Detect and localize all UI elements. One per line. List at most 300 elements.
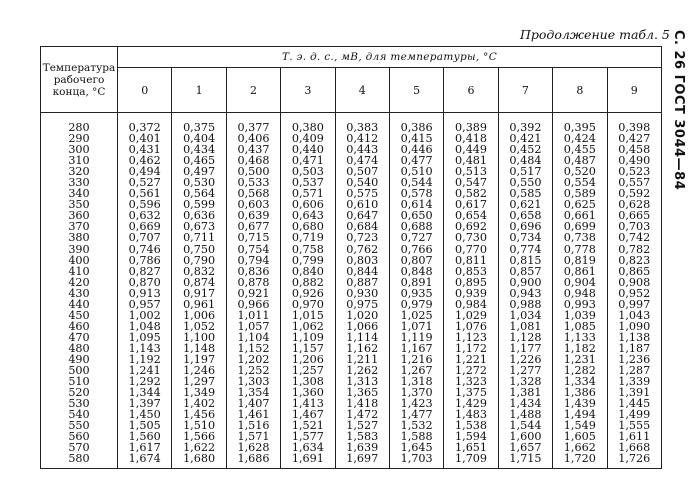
temperature-cell: 580 [41,453,118,469]
emf-value-cell: 0,389 [444,113,498,134]
emf-value-cell: 1,583 [335,431,389,442]
emf-value-cell: 0,507 [335,166,389,177]
emf-value-cell: 0,799 [281,255,335,266]
emf-value-cell: 1,071 [389,321,443,332]
emf-value-cell: 0,887 [335,277,389,288]
column-header-8: 8 [553,68,607,113]
emf-value-cell: 0,610 [335,199,389,210]
temperature-cell: 330 [41,177,118,188]
emf-value-cell: 0,471 [281,155,335,166]
emf-value-cell: 1,231 [553,354,607,365]
emf-value-cell: 1,095 [118,332,172,343]
emf-value-cell: 1,002 [118,310,172,321]
emf-value-cell: 0,715 [226,232,280,243]
emf-value-cell: 1,216 [389,354,443,365]
emf-value-cell: 0,443 [335,144,389,155]
emf-value-cell: 1,313 [335,376,389,387]
emf-value-cell: 1,197 [172,354,226,365]
emf-value-cell: 0,458 [607,144,661,155]
emf-value-cell: 0,661 [553,210,607,221]
emf-value-cell: 0,878 [226,277,280,288]
temperature-cell: 340 [41,188,118,199]
emf-value-cell: 1,605 [553,431,607,442]
emf-value-cell: 0,527 [118,177,172,188]
emf-value-cell: 0,730 [444,232,498,243]
emf-value-cell: 0,383 [335,113,389,134]
emf-value-cell: 1,622 [172,442,226,453]
emf-value-cell: 0,762 [335,244,389,255]
emf-value-cell: 0,952 [607,288,661,299]
emf-value-cell: 0,900 [498,277,552,288]
emf-value-cell: 1,192 [118,354,172,365]
emf-value-cell: 0,632 [118,210,172,221]
emf-value-cell: 0,790 [172,255,226,266]
temperature-cell: 320 [41,166,118,177]
emf-value-cell: 1,588 [389,431,443,442]
emf-value-cell: 1,544 [498,420,552,431]
emf-value-cell: 1,510 [172,420,226,431]
emf-value-cell: 0,738 [553,232,607,243]
column-header-7: 7 [498,68,552,113]
emf-value-cell: 0,811 [444,255,498,266]
emf-value-cell: 0,848 [389,266,443,277]
emf-value-cell: 1,418 [335,398,389,409]
emf-value-cell: 0,431 [118,144,172,155]
emf-value-cell: 0,564 [172,188,226,199]
emf-value-cell: 1,391 [607,387,661,398]
emf-value-cell: 1,119 [389,332,443,343]
emf-value-cell: 0,926 [281,288,335,299]
emf-value-cell: 0,415 [389,133,443,144]
emf-value-cell: 0,599 [172,199,226,210]
emf-value-cell: 0,827 [118,266,172,277]
emf-value-cell: 0,643 [281,210,335,221]
emf-value-cell: 0,490 [607,155,661,166]
emf-value-cell: 0,484 [498,155,552,166]
emf-value-cell: 1,148 [172,343,226,354]
emf-value-cell: 0,530 [172,177,226,188]
temperature-cell: 510 [41,376,118,387]
emf-value-cell: 1,429 [444,398,498,409]
emf-value-cell: 0,487 [553,155,607,166]
emf-value-cell: 0,782 [607,244,661,255]
emf-value-cell: 0,446 [389,144,443,155]
emf-value-cell: 1,066 [335,321,389,332]
emf-value-cell: 1,167 [389,343,443,354]
emf-value-cell: 1,128 [498,332,552,343]
emf-value-cell: 1,397 [118,398,172,409]
emf-value-cell: 1,549 [553,420,607,431]
emf-value-cell: 1,262 [335,365,389,376]
emf-value-cell: 1,634 [281,442,335,453]
emf-value-cell: 0,520 [553,166,607,177]
emf-value-cell: 1,323 [444,376,498,387]
emf-value-cell: 1,052 [172,321,226,332]
table-row [41,244,662,255]
emf-value-cell: 0,392 [498,113,552,134]
emf-value-cell: 0,870 [118,277,172,288]
temperature-cell: 310 [41,155,118,166]
emf-value-cell: 0,734 [498,232,552,243]
emf-value-cell: 0,908 [607,277,661,288]
emf-value-cell: 1,532 [389,420,443,431]
emf-value-cell: 0,819 [553,255,607,266]
emf-value-cell: 1,494 [553,409,607,420]
emf-value-cell: 0,699 [553,221,607,232]
emf-value-cell: 0,474 [335,155,389,166]
emf-value-cell: 1,600 [498,431,552,442]
column-header-6: 6 [444,68,498,113]
emf-value-cell: 0,957 [118,299,172,310]
emf-value-cell: 1,133 [553,332,607,343]
emf-value-cell: 1,720 [553,453,607,469]
emf-value-cell: 1,241 [118,365,172,376]
emf-value-cell: 1,303 [226,376,280,387]
temperature-cell: 540 [41,409,118,420]
column-header-2: 2 [226,68,280,113]
temperature-cell: 490 [41,354,118,365]
emf-value-cell: 1,177 [498,343,552,354]
emf-value-cell: 1,339 [607,376,661,387]
emf-value-cell: 0,988 [498,299,552,310]
emf-value-cell: 0,984 [444,299,498,310]
emf-value-cell: 0,617 [444,199,498,210]
emf-value-cell: 0,857 [498,266,552,277]
emf-value-cell: 0,639 [226,210,280,221]
emf-value-cell: 0,836 [226,266,280,277]
emf-value-cell: 0,412 [335,133,389,144]
temperature-header: Температура рабочего конца, °С [41,47,118,113]
emf-value-cell: 0,680 [281,221,335,232]
emf-value-cell: 1,483 [444,409,498,420]
emf-value-cell: 1,726 [607,453,661,469]
emf-value-cell: 0,398 [607,113,661,134]
emf-value-cell: 1,349 [172,387,226,398]
emf-value-cell: 1,703 [389,453,443,469]
emf-value-cell: 1,662 [553,442,607,453]
column-header-9: 9 [607,68,661,113]
emf-value-cell: 1,571 [226,431,280,442]
emf-value-cell: 0,921 [226,288,280,299]
emf-value-cell: 1,555 [607,420,661,431]
emf-value-cell: 0,874 [172,277,226,288]
emf-value-cell: 0,628 [607,199,661,210]
emf-value-cell: 0,975 [335,299,389,310]
emf-value-cell: 1,015 [281,310,335,321]
emf-value-cell: 0,742 [607,232,661,243]
emf-value-cell: 1,566 [172,431,226,442]
emf-value-cell: 1,246 [172,365,226,376]
emf-value-cell: 0,533 [226,177,280,188]
column-header-0: 0 [118,68,172,113]
emf-value-cell: 1,445 [607,398,661,409]
emf-value-cell: 0,437 [226,144,280,155]
emf-value-cell: 0,636 [172,210,226,221]
emf-value-cell: 0,766 [389,244,443,255]
emf-value-cell: 0,647 [335,210,389,221]
emf-value-cell: 0,503 [281,166,335,177]
emf-value-cell: 1,043 [607,310,661,321]
emf-value-cell: 0,961 [172,299,226,310]
temperature-cell: 360 [41,210,118,221]
table-row [41,113,662,134]
emf-value-cell: 0,673 [172,221,226,232]
emf-value-cell: 1,114 [335,332,389,343]
emf-value-cell: 0,807 [389,255,443,266]
emf-value-cell: 0,497 [172,166,226,177]
emf-value-cell: 1,505 [118,420,172,431]
emf-value-cell: 1,527 [335,420,389,431]
emf-header: Т. э. д. с., мВ, для температуры, °С [118,47,662,68]
emf-value-cell: 0,935 [389,288,443,299]
emf-value-cell: 0,440 [281,144,335,155]
gost-label: С. 26 ГОСТ 3044—84 [671,30,686,191]
emf-value-cell: 0,481 [444,155,498,166]
emf-value-cell: 1,211 [335,354,389,365]
temperature-cell: 430 [41,288,118,299]
emf-value-cell: 0,993 [553,299,607,310]
emf-value-cell: 1,034 [498,310,552,321]
emf-value-cell: 0,794 [226,255,280,266]
emf-value-cell: 0,665 [607,210,661,221]
temperature-cell: 440 [41,299,118,310]
temperature-cell: 370 [41,221,118,232]
emf-value-cell: 0,803 [335,255,389,266]
table-row [41,266,662,277]
emf-value-cell: 0,434 [172,144,226,155]
emf-value-cell: 1,344 [118,387,172,398]
continuation-label: Продолжение табл. 5 [520,27,670,42]
emf-value-cell: 1,182 [553,343,607,354]
emf-value-cell: 1,386 [553,387,607,398]
emf-value-cell: 0,603 [226,199,280,210]
emf-value-cell: 0,913 [118,288,172,299]
emf-value-cell: 1,297 [172,376,226,387]
emf-value-cell: 1,006 [172,310,226,321]
temperature-cell: 480 [41,343,118,354]
temperature-cell: 460 [41,321,118,332]
temperature-cell: 350 [41,199,118,210]
emf-value-cell: 0,582 [444,188,498,199]
emf-value-cell: 1,334 [553,376,607,387]
emf-value-cell: 1,680 [172,453,226,469]
emf-value-cell: 1,360 [281,387,335,398]
emf-value-cell: 0,375 [172,113,226,134]
emf-value-cell: 0,754 [226,244,280,255]
emf-value-cell: 0,578 [389,188,443,199]
temperature-cell: 570 [41,442,118,453]
emf-value-cell: 1,039 [553,310,607,321]
emf-value-cell: 0,406 [226,133,280,144]
column-header-1: 1 [172,68,226,113]
emf-value-cell: 0,500 [226,166,280,177]
emf-value-cell: 0,658 [498,210,552,221]
temperature-cell: 300 [41,144,118,155]
emf-value-cell: 0,554 [553,177,607,188]
emf-value-cell: 1,100 [172,332,226,343]
emf-value-cell: 0,832 [172,266,226,277]
emf-value-cell: 0,517 [498,166,552,177]
emf-value-cell: 0,537 [281,177,335,188]
emf-value-cell: 0,377 [226,113,280,134]
temperature-cell: 290 [41,133,118,144]
emf-value-cell: 0,650 [389,210,443,221]
emf-value-cell: 0,523 [607,166,661,177]
column-header-4: 4 [335,68,389,113]
emf-value-cell: 0,727 [389,232,443,243]
emf-value-cell: 1,516 [226,420,280,431]
emf-value-cell: 1,434 [498,398,552,409]
emf-value-cell: 1,187 [607,343,661,354]
emf-value-cell: 0,568 [226,188,280,199]
emf-value-cell: 1,521 [281,420,335,431]
emf-value-cell: 0,465 [172,155,226,166]
emf-value-cell: 0,840 [281,266,335,277]
emf-value-cell: 0,404 [172,133,226,144]
emf-value-cell: 0,939 [444,288,498,299]
emf-value-cell: 1,292 [118,376,172,387]
emf-value-cell: 0,778 [553,244,607,255]
emf-value-cell: 1,538 [444,420,498,431]
temperature-cell: 470 [41,332,118,343]
emf-value-cell: 0,696 [498,221,552,232]
emf-value-cell: 1,090 [607,321,661,332]
emf-value-cell: 1,287 [607,365,661,376]
emf-value-cell: 1,085 [553,321,607,332]
emf-value-cell: 0,386 [389,113,443,134]
emf-value-cell: 1,668 [607,442,661,453]
emf-value-cell: 0,654 [444,210,498,221]
emf-value-cell: 0,895 [444,277,498,288]
temperature-cell: 520 [41,387,118,398]
emf-value-cell: 1,328 [498,376,552,387]
table-row [41,232,662,243]
emf-value-cell: 1,048 [118,321,172,332]
emf-value-cell: 0,372 [118,113,172,134]
temperature-cell: 420 [41,277,118,288]
emf-value-cell: 0,688 [389,221,443,232]
emf-value-cell: 0,997 [607,299,661,310]
temperature-cell: 410 [41,266,118,277]
emf-value-cell: 0,970 [281,299,335,310]
emf-value-cell: 0,943 [498,288,552,299]
emf-value-cell: 1,450 [118,409,172,420]
emf-value-cell: 1,560 [118,431,172,442]
emf-value-cell: 1,651 [444,442,498,453]
temperature-cell: 380 [41,232,118,243]
emf-value-cell: 1,686 [226,453,280,469]
emf-value-cell: 0,557 [607,177,661,188]
emf-value-cell: 0,979 [389,299,443,310]
emf-value-cell: 1,143 [118,343,172,354]
emf-value-cell: 1,423 [389,398,443,409]
emf-value-cell: 0,510 [389,166,443,177]
emf-value-cell: 1,365 [335,387,389,398]
emf-value-cell: 0,547 [444,177,498,188]
temperature-cell: 400 [41,255,118,266]
emf-value-cell: 0,711 [172,232,226,243]
emf-value-cell: 0,692 [444,221,498,232]
emf-value-cell: 1,104 [226,332,280,343]
emf-value-cell: 1,407 [226,398,280,409]
emf-value-cell: 1,461 [226,409,280,420]
emf-value-cell: 0,477 [389,155,443,166]
emf-value-cell: 0,575 [335,188,389,199]
page-side-label [670,30,690,470]
emf-value-cell: 1,439 [553,398,607,409]
emf-value-cell: 0,786 [118,255,172,266]
emf-value-cell: 1,709 [444,453,498,469]
emf-value-cell: 1,272 [444,365,498,376]
emf-value-cell: 0,774 [498,244,552,255]
emf-value-cell: 1,123 [444,332,498,343]
emf-value-cell: 1,162 [335,343,389,354]
emf-value-cell: 1,477 [389,409,443,420]
emf-value-cell: 1,318 [389,376,443,387]
emf-value-cell: 1,645 [389,442,443,453]
emf-value-cell: 1,488 [498,409,552,420]
emf-value-cell: 0,550 [498,177,552,188]
emf-value-cell: 0,684 [335,221,389,232]
temperature-cell: 450 [41,310,118,321]
emf-value-cell: 0,571 [281,188,335,199]
emf-value-cell: 1,639 [335,442,389,453]
emf-value-cell: 0,882 [281,277,335,288]
temperature-cell: 280 [41,113,118,134]
emf-value-cell: 0,823 [607,255,661,266]
emf-value-cell: 1,157 [281,343,335,354]
emf-value-cell: 0,380 [281,113,335,134]
emf-value-cell: 0,561 [118,188,172,199]
temperature-cell: 550 [41,420,118,431]
emf-value-cell: 1,226 [498,354,552,365]
emf-value-cell: 1,467 [281,409,335,420]
emf-value-cell: 0,904 [553,277,607,288]
emf-value-cell: 1,076 [444,321,498,332]
emf-value-cell: 0,930 [335,288,389,299]
emf-value-cell: 0,418 [444,133,498,144]
emf-value-cell: 1,221 [444,354,498,365]
emf-value-cell: 1,594 [444,431,498,442]
emf-value-cell: 0,966 [226,299,280,310]
emf-value-cell: 1,657 [498,442,552,453]
emf-value-cell: 0,669 [118,221,172,232]
column-header-3: 3 [281,68,335,113]
emf-value-cell: 0,625 [553,199,607,210]
emf-value-cell: 1,628 [226,442,280,453]
emf-value-cell: 1,617 [118,442,172,453]
emf-value-cell: 1,370 [389,387,443,398]
emf-value-cell: 0,948 [553,288,607,299]
emf-value-cell: 1,282 [553,365,607,376]
emf-value-cell: 0,606 [281,199,335,210]
emf-value-cell: 1,697 [335,453,389,469]
emf-value-cell: 0,395 [553,113,607,134]
temperature-cell: 530 [41,398,118,409]
emf-value-cell: 0,723 [335,232,389,243]
emf-value-cell: 1,252 [226,365,280,376]
emf-value-cell: 0,861 [553,266,607,277]
emf-value-cell: 0,844 [335,266,389,277]
emf-value-cell: 0,853 [444,266,498,277]
emf-value-cell: 0,401 [118,133,172,144]
emf-value-cell: 0,544 [389,177,443,188]
emf-value-cell: 0,424 [553,133,607,144]
emf-value-cell: 1,020 [335,310,389,321]
emf-value-cell: 1,025 [389,310,443,321]
emf-value-cell: 0,746 [118,244,172,255]
column-header-5: 5 [389,68,443,113]
